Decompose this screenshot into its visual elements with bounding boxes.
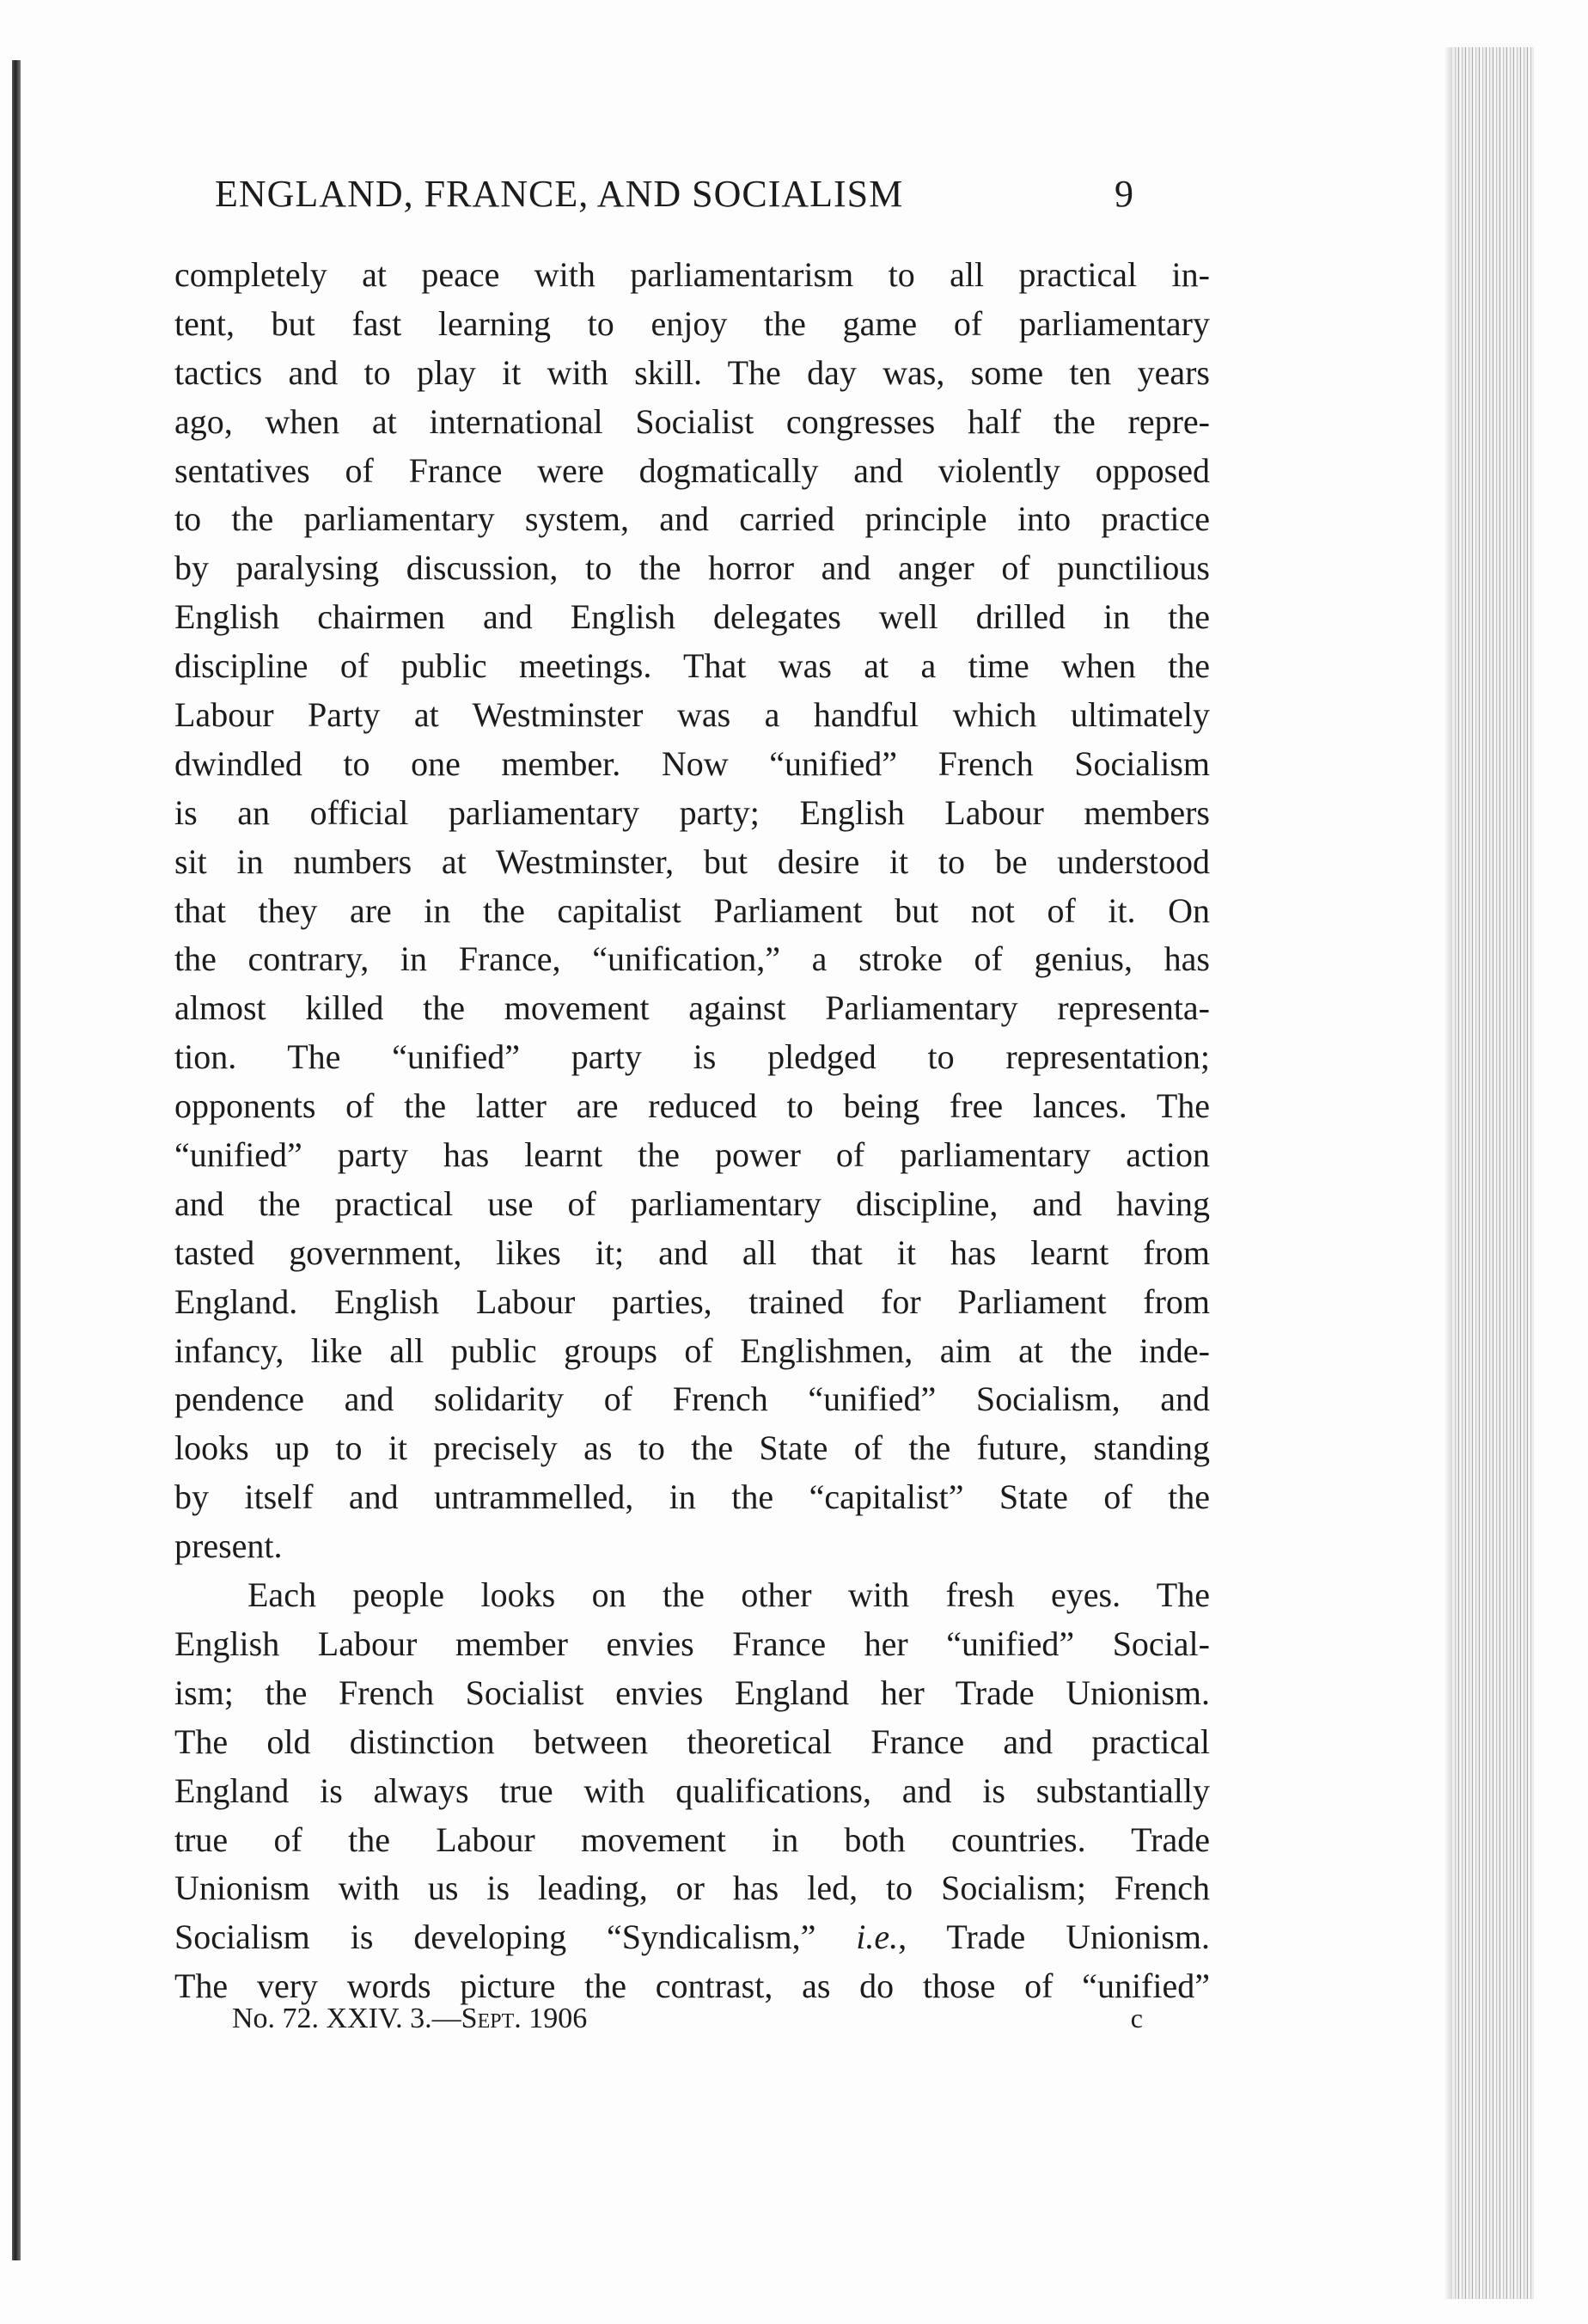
text-line: tion. The “unified” party is pledged to representation; xyxy=(174,1037,1210,1077)
text-line: by itself and untrammelled, in the “capitalist” State of the xyxy=(174,1477,1210,1517)
text-line: looks up to it precisely as to the State of the future, standing xyxy=(174,1428,1210,1468)
text-line: completely at peace with parliamentarism to all practical in- xyxy=(174,255,1210,294)
text-line: sentatives of France were dogmatically and violently opposed xyxy=(174,450,1210,490)
text-line: pendence and solidarity of French “unified” Socialism, and xyxy=(174,1379,1210,1419)
text-line: infancy, like all public groups of Englishmen, aim at the inde- xyxy=(174,1330,1210,1370)
text-line: true of the Labour movement in both countries. Trade xyxy=(174,1819,1210,1859)
text-line: Labour Party at Westminster was a handful which ultimately xyxy=(174,695,1210,735)
text-line: England. English Labour parties, trained for Parliament from xyxy=(174,1281,1210,1321)
running-head xyxy=(215,172,1134,223)
body-text xyxy=(174,251,1210,2011)
text-line: that they are in the capitalist Parliament but not of it. On xyxy=(174,890,1210,930)
text-line: English Labour member envies France her “unified” Social- xyxy=(174,1624,1210,1663)
text-line: almost killed the movement against Parliamentary representa- xyxy=(174,988,1210,1028)
text-line: is an official parliamentary party; English Labour members xyxy=(174,792,1210,832)
text-line: tent, but fast learning to enjoy the game of parliamentary xyxy=(174,303,1210,343)
text-line: by paralysing discussion, to the horror and anger of punctilious xyxy=(174,548,1210,588)
text-segment: Socialism is developing “Syndicalism,” xyxy=(174,1917,857,1957)
text-segment: , Trade Unionism. xyxy=(898,1917,1210,1957)
text-line: discipline of public meetings. That was at a time when the xyxy=(174,646,1210,686)
paragraph-start-line: Each people looks on the other with fresh eyes. The xyxy=(247,1575,1210,1615)
text-line: tasted government, likes it; and all that it has learnt from xyxy=(174,1232,1210,1272)
text-line: dwindled to one member. Now “unified” French Socialism xyxy=(174,743,1210,783)
text-line: ism; the French Socialist envies England her Trade Unionism. xyxy=(174,1673,1210,1712)
issue-month: Sept. xyxy=(461,2003,522,2034)
signature-mark: c xyxy=(1130,2003,1143,2034)
issue-number: No. 72. XXIV. 3.— xyxy=(232,2003,461,2034)
text-line: and the practical use of parliamentary discipline, and having xyxy=(174,1183,1210,1223)
text-line: English chairmen and English delegates well drilled in the xyxy=(174,597,1210,637)
text-line: “unified” party has learnt the power of parliamentary action xyxy=(174,1135,1210,1175)
issue-year: 1906 xyxy=(521,2003,588,2034)
text-line: ago, when at international Socialist congresses half the repre- xyxy=(174,401,1210,441)
text-line: opponents of the latter are reduced to being free lances. The xyxy=(174,1086,1210,1126)
text-line: sit in numbers at Westminster, but desire it to be understood xyxy=(174,841,1210,881)
text-line: the contrary, in France, “unification,” a stroke of genius, has xyxy=(174,939,1210,979)
page-stack-edge xyxy=(1452,47,1534,2299)
text-line: to the parliamentary system, and carried principle into practice xyxy=(174,499,1210,539)
text-line: The old distinction between theoretical France and practical xyxy=(174,1722,1210,1761)
text-line: England is always true with qualifications, and is substantially xyxy=(174,1771,1210,1810)
page-number: 9 xyxy=(1115,173,1134,215)
book-binding-edge xyxy=(12,60,21,2260)
text-line: present. xyxy=(174,1526,283,1566)
text-line: tactics and to play it with skill. The day was, some ten years xyxy=(174,352,1210,392)
text-line: Unionism with us is leading, or has led, to Socialism; French xyxy=(174,1868,1210,1908)
text-line xyxy=(174,1913,1210,1962)
text-line: The very words picture the contrast, as do those of “unified” xyxy=(174,1966,1210,2006)
running-head-title: ENGLAND, FRANCE, AND SOCIALISM xyxy=(215,173,904,215)
footer-signature-line xyxy=(232,2003,1143,2035)
italic-abbreviation: i.e. xyxy=(856,1917,899,1957)
